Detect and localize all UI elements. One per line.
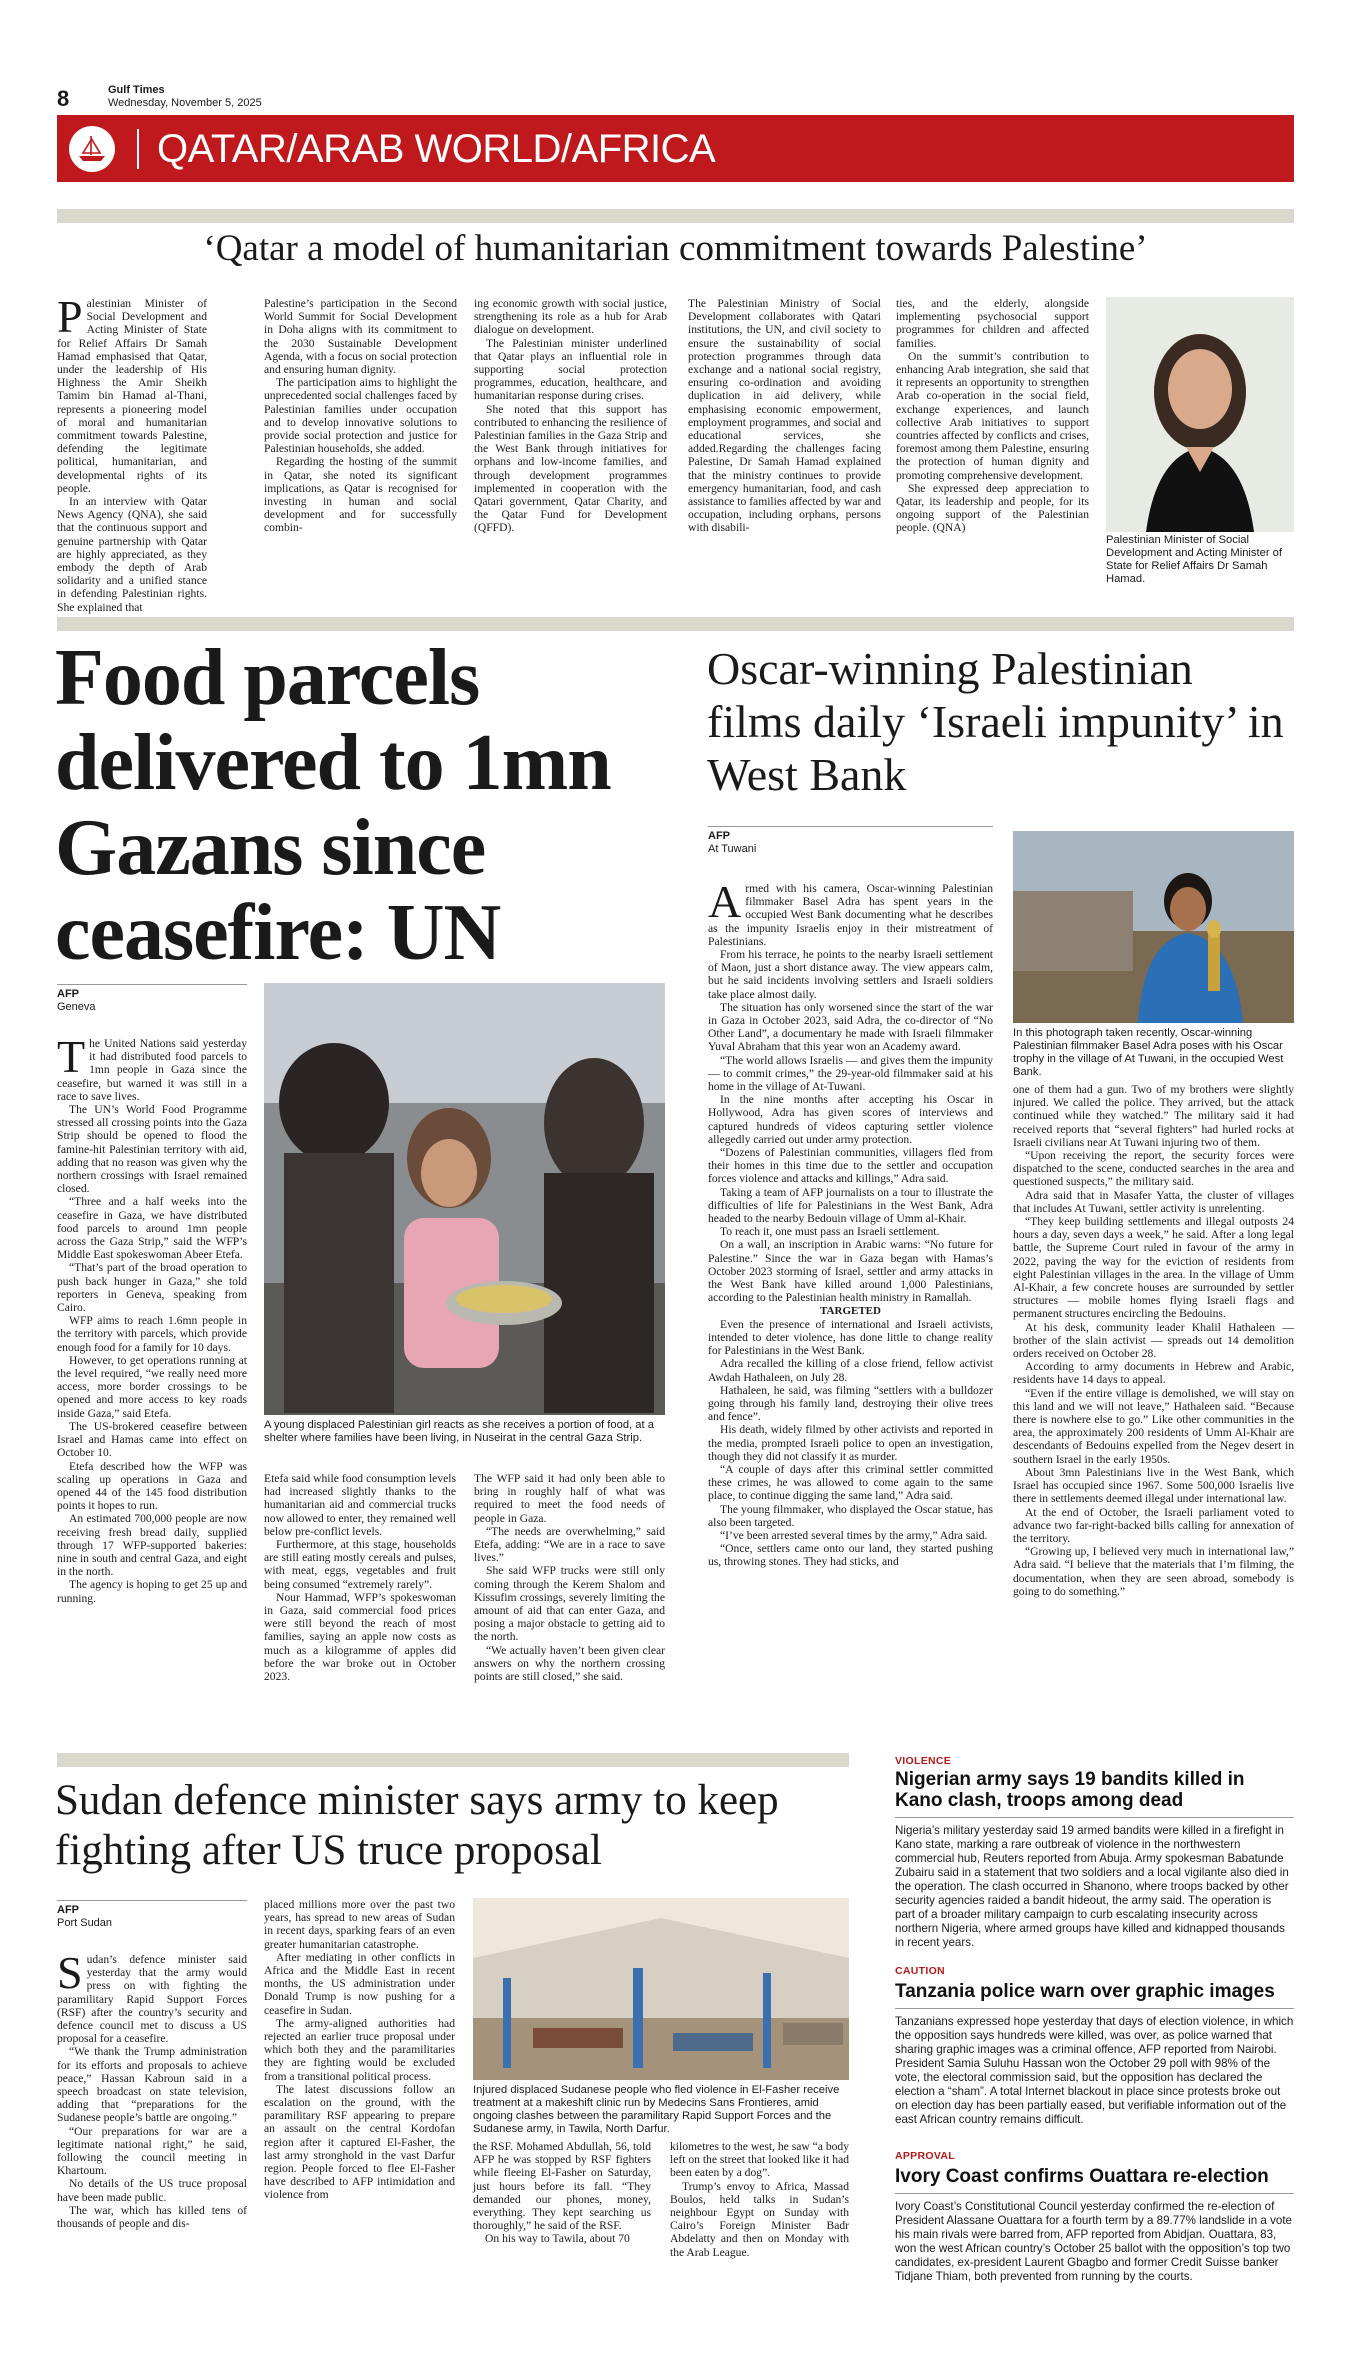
paragraph: After mediating in other conflicts in Africa and the Middle East in recent months, the US administration under Donald Trump is now pushing for a ceasefire in Sudan. [264,1950,455,2017]
section-logo [69,126,115,172]
paragraph: “That’s part of the broad operation to push back hunger in Gaza,” she told reporters in Geneva, speaking from Cairo. [57,1261,247,1315]
paragraph: ties, and the elderly, alongside implementing psychosocial support programmes for children and affected families. [896,297,1089,350]
subhead: TARGETED [820,1304,881,1317]
story4-col3 [473,2140,651,2246]
brief-headline: Nigerian army says 19 bandits killed in Kano clash, troops among dead [895,1769,1245,1811]
paragraph: Trump’s envoy to Africa, Massad Boulos, held talks in Sudan’s neighbour Egypt on Sunday with Cairo’s Foreign Minister Badr Abdelatty and then on Monday with the Arab League. [670,2179,849,2259]
paragraph: The US-brokered ceasefire between Israel and Hamas came into effect on October 10. [57,1419,247,1460]
paragraph: WFP aims to reach 1.6mn people in the territory with parcels, which provide enough food for a family for 10 days. [57,1314,247,1354]
issue-date: Wednesday, November 5, 2025 [108,97,262,109]
paragraph: In the nine months after accepting his Oscar in Hollywood, Adra has given scores of interviews and captured hundreds of videos capturing settler violence allegedly carried out under army protection. [708,1093,993,1146]
byline-rule [708,826,993,827]
story4-col1 [57,1947,247,2231]
oscar-photo-caption: In this photograph taken recently, Oscar-winning Palestinian filmmaker Basel Adra poses with his Oscar trophy in the village of At Tuwani, in the occupied West Bank. [1013,1027,1284,1078]
paragraph: “Once, settlers came onto our land, they started pushing us, throwing stones. They had sticks, and [708,1542,993,1569]
paragraph: According to army documents in Hebrew and Arabic, residents have 14 days to appeal. [1013,1360,1294,1387]
story4-col2 [264,1898,455,2202]
paragraph: From his terrace, he points to the nearby Israeli settlement of Maon, just a short distance away. The view appears calm, but he said incidents involving settlers and Israeli soldiers take place almost daily. [708,948,993,1001]
story2-col1 [57,1031,247,1605]
paragraph: Nour Hammad, WFP’s spokeswoman in Gaza, said commercial food prices were still beyond the reach of most families, saying an apple now costs as much as a kilogramme of apples did before the war broke out in October 2023. [264,1590,456,1684]
paragraph: Furthermore, at this stage, households are still eating mostly cereals and pulses, with meat, eggs, vegetables and fruit being consumed “extremely rarely”. [264,1538,456,1591]
paragraph: the RSF. Mohamed Abdullah, 56, told AFP he was stopped by RSF fighters while fleeing El-Fasher on Saturday, just hours before its fall. “They demanded our phones, money, everything. They kept searching us thoroughly,” he said of the RSF. [473,2140,651,2233]
story1-col5 [896,297,1089,535]
oscar-photo [1013,831,1294,1023]
story2-place: Geneva [57,1001,96,1013]
story4-headline: Sudan defence minister says army to keep fighting after US truce proposal [55,1777,779,1874]
dropcap: T [57,1031,86,1082]
story3-agency: AFP [708,830,730,842]
paragraph: Etefa said while food consumption levels had increased slightly thanks to the humanitarian aid and commercial trucks now allowed to enter, they remained well below pre-conflict levels. [264,1472,456,1538]
paragraph: “Growing up, I believed very much in international law,” Adra said. “I believe that the materials that I’m filming, the documentation, when they are seen abroad, somebody is going to do something.” [1013,1545,1294,1598]
paragraph: She expressed deep appreciation to Qatar, its leadership and people, for its ongoing support of the Palestinian people. (QNA) [896,481,1089,535]
paragraph: Adra said that in Masafer Yatta, the cluster of villages that includes At Tuwani, settler activity is unrelenting. [1013,1188,1294,1215]
story4-col4 [670,2140,849,2259]
story4-place: Port Sudan [57,1917,113,1929]
brief-text: Ivory Coast’s Constitutional Council yesterday confirmed the re-election of President Alassane Ouattara for a fourth term by a 89.77% landslide in a vote his main rivals were barred from, AFP reported from Abidjan. Ouattara, 83, won the west African country’s October 25 ballot with the opposition’s top two candidates, ex-president Laurent Gbagbo and former Credit Suisse banker Tidjane Thiam, both prevented from running by the courts. [895,2200,1292,2283]
page-number: 8 [57,86,70,111]
story3-col2 [1013,1083,1294,1598]
paragraph: His death, widely filmed by other activists and reported in the media, prompted Israeli police to open an investigation, though they did not classify it as murder. [708,1423,993,1463]
brief-text: Nigeria’s military yesterday said 19 armed bandits were killed in a firefight in Kano state, marking a rare outbreak of violence in the northwestern commercial hub, Reuters reported from Abuja. Army spokesman Babatunde Zubairu said in a statement that two soldiers and a local vigilante also died in the operation. The clash occurred in Shanono, where troops backed by other security agencies raided a bandit hideout, the army said. The operation is part of a broader military campaign to curb escalating insecurity across northern Nigeria, where armed groups have killed and kidnapped thousands in recent years. [895,1824,1289,1949]
paragraph: The latest discussions follow an escalation on the ground, with the paramilitary RSF appearing to prepare an assault on the central Kordofan region after it captured El-Fasher, the last army stronghold in the vast Darfur region. People forced to flee El-Fasher have described to AFP intimidation and violence from [264,2082,455,2202]
story2-agency: AFP [57,988,79,1000]
paragraph: Taking a team of AFP journalists on a tour to illustrate the difficulties of life for Palestinians in the West Bank, Adra headed to the nearby Bedouin village of Umm al-Khair. [708,1185,993,1226]
sudan-clinic-photo [473,1898,849,2080]
paragraph: The situation has only worsened since the start of the war in Gaza in October 2023, said Adra, the co-director of “No Other Land”, a documentary he made with Israeli filmmaker Yuval Abraham that this year won an Academy award. [708,1000,993,1054]
byline-rule [57,984,247,985]
paragraph: An estimated 700,000 people are now receiving fresh bread daily, supplied through 17 WFP-supported bakeries: nine in south and central Gaza, and eight in the north. [57,1512,247,1579]
sudan-clinic-photo-caption: Injured displaced Sudanese people who fled violence in El-Fasher receive treatment at a makeshift clinic run by Medecins Sans Frontieres, amid ongoing clashes between the paramilitary Rapid Support Forces and the Sudanese army, in Tawila, North Darfur. [473,2084,840,2135]
brief-rule [895,2193,1294,2194]
brief-rule [895,1817,1294,1818]
brief-headline: Tanzania police warn over graphic images [895,1981,1275,2002]
paragraph: The Palestinian minister underlined that Qatar plays an influential role in supporting social protection programmes, education, healthcare, and humanitarian response during crises. [474,336,667,403]
byline-rule [57,1900,247,1901]
brief-ivory-coast [895,2150,1294,2284]
paragraph: “Upon receiving the report, the security forces were dispatched to the scene, conducted searches in the area and questioned suspects,” the military said. [1013,1149,1294,1189]
gaza-girl-photo [264,983,665,1415]
brief-tanzania [895,1965,1294,2127]
brief-kicker: APPROVAL [895,2150,955,2162]
rule [57,209,1294,223]
paragraph: “Our preparations for war are a legitimate national right,” he said, following the council meeting in Khartoum. [57,2124,247,2178]
paragraph: About 3mn Palestinians live in the West Bank, which Israel has occupied since 1967. Some 500,000 Israelis live there in settlements deemed illegal under international law. [1013,1465,1294,1506]
paragraph: kilometres to the west, he saw “a body left on the street that looked like it had been eaten by a dog”. [670,2140,850,2180]
brief-kicker: VIOLENCE [895,1755,952,1767]
paragraph: “Three and a half weeks into the ceasefire in Gaza, we have distributed food parcels to around 1mn people across the Gaza Strip,” said the WFP’s Middle East spokeswoman Abeer Etefa. [57,1195,247,1262]
paragraph: Adra recalled the killing of a close friend, fellow activist Awdah Hathaleen, on July 28. [708,1357,993,1384]
story1-headline: ‘Qatar a model of humanitarian commitment towards Palestine’ [203,228,1148,269]
paragraph: “The world allows Israelis — and gives them the impunity — to commit crimes,” the 29-year-old filmmaker said at his home in the village of At-Tuwani. [708,1053,993,1094]
story2-col2 [264,1472,456,1683]
brief-text: Tanzanians expressed hope yesterday that days of election violence, in which the opposition says hundreds were killed, was over, as police warned that sharing graphic images was a criminal offence, AFP reported from Nairobi. President Samia Suluhu Hassan won the October 29 poll with 98% of the vote, the electoral commission said, but the opposition has declared the election a “sham”. A total Internet blackout in place since protests broke out on election day has been partially eased, but verifiable information out of the east African country remains difficult. [895,2015,1294,2126]
story3-col1 [708,876,993,1569]
ship-icon [69,126,115,172]
story4-agency: AFP [57,1904,79,1916]
banner-divider [137,129,139,169]
paragraph: “The needs are overwhelming,” said Etefa, adding: “We are in a race to save lives.” [474,1524,665,1565]
paragraph: udan’s defence minister said yesterday that the army would press on with fighting the paramilitary Rapid Support Forces (RSF) after the country’s security and defence council met to discuss a US proposal for a ceasefire. [57,1953,247,2046]
paragraph: one of them had a gun. Two of my brothers were slightly injured. We called the police. They arrived, but the attack continued while they watched.” The military said it had received reports that “several fighters” had hurled rocks at Israeli civilians near At Tuwani injuring two of them. [1013,1083,1294,1149]
gaza-girl-photo-caption: A young displaced Palestinian girl reacts as she receives a portion of food, at a shelter where families have been living, in Nuseirat in the central Gaza Strip. [264,1419,654,1444]
story1-col3 [474,297,667,535]
brief-nigeria [895,1755,1294,1950]
paragraph: alestinian Minister of Social Development and Acting Minister of State for Relief Affairs Dr Samah Hamad emphasised that Qatar, under the leadership of His Highness the Amir Sheikh Tamim bin Hamad al-Thani, represents a pioneering model of moral and humanitarian commitment towards Palestine, defending the legitimate political, humanitarian, and developmental rights of its people. [57,297,207,495]
paragraph: At the end of October, the Israeli parliament voted to advance two far-right-backed bills calling for annexation of the territory. [1013,1505,1294,1545]
brief-rule [895,2008,1294,2009]
story3-place: At Tuwani [708,843,757,855]
dropcap: P [57,291,83,342]
paragraph: “They keep building settlements and illegal outposts 24 hours a day, seven days a week,” he said. After a long legal battle, the Supreme Court ruled in favour of the army in 2022, paving the way for the eviction of residents from eight Palestinian villages in the area. In the village of Umm Al-Khair, a few concrete houses are surrounded by settler structures — mobile homes flying Israeli flags and permanent structures encircling the Bedouins. [1013,1215,1294,1321]
paragraph: placed millions more over the past two years, has spread to new areas of Sudan in recent days, sparking fears of an even greater humanitarian catastrophe. [264,1898,455,1951]
paper-name: Gulf Times [108,84,165,96]
paragraph: “I’ve been arrested several times by the army,” Adra said. [720,1528,988,1542]
section-title: QATAR/ARAB WORLD/AFRICA [157,127,716,171]
paragraph: The UN’s World Food Programme stressed all crossing points into the Gaza Strip should be opened to flood the famine-hit Palestinian territory with aid, adding that no reason was given why the northern crossings with Israel remained closed. [57,1103,247,1196]
story1-col1 [57,291,207,614]
paragraph: In an interview with Qatar News Agency (QNA), she said that the continuous support and genuine partnership with Qatar are highly appreciated, as they embody the depth of Arab solidarity and a unified stance in defending Palestinian rights. She explained that [57,495,207,614]
paragraph: Etefa described how the WFP was scaling up operations in Gaza and opened 44 of the 145 food distribution points it hopes to run. [57,1459,247,1513]
paragraph: ing economic growth with social justice, strengthening its role as a hub for Arab dialogue on development. [474,297,667,337]
paragraph: “We thank the Trump administration for its efforts and proposals to achieve peace,” Hassan Kabroun said in a speech broadcast on state television, adding that “preparations for the Sudanese people’s battle are ongoing.” [57,2045,247,2125]
paragraph: Palestine’s participation in the Second World Summit for Social Development in Doha aligns with its commitment to the 2030 Sustainable Development Agenda, with a focus on social protection and ensuring human dignity. [264,297,457,377]
dropcap: S [57,1947,83,1998]
paragraph: he United Nations said yesterday it had distributed food parcels to 1mn people in Gaza since the ceasefire, but warned it was still in a race to save lives. [57,1037,247,1103]
paragraph: At his desk, community leader Khalil Hathaleen — brother of the slain activist — spreads out 14 demolition orders received on October 28. [1013,1320,1294,1361]
paragraph: rmed with his camera, Oscar-winning Palestinian filmmaker Basel Adra has spent years in the occupied West Bank documenting what he describes as the impunity Israelis enjoy in their mistreatment of Palestinians. [708,882,993,948]
paragraph: Even the presence of international and Israeli activists, intended to deter violence, has done little to change reality for Palestinians in the West Bank. [708,1317,993,1358]
section-banner [57,115,1294,182]
paragraph: “Even if the entire village is demolished, we will stay on this land and we will not leave,” Hathaleen said. “Because there is nowhere else to go.” Like other communities in the area, the approximately 200 residents of Umm Al-Khair are descendants of Bedouins expelled from the Negev desert in southern Israel in the early 1950s. [1013,1386,1294,1466]
minister-photo-caption: Palestinian Minister of Social Development and Acting Minister of State for Relief Affairs Dr Samah Hamad. [1106,534,1282,585]
story1-col2 [264,297,457,535]
story3-headline: Oscar-winning Palestinian films daily ‘Israeli impunity’ in West Bank [707,643,1284,800]
rule [57,617,1294,631]
story2-col3 [474,1472,665,1683]
paragraph: The young filmmaker, who displayed the Oscar statue, has also been targeted. [708,1502,993,1529]
rule [57,1753,849,1767]
paragraph: To reach it, one must pass an Israeli settlement. [720,1225,940,1239]
brief-headline: Ivory Coast confirms Ouattara re-election [895,2166,1269,2187]
paragraph: The WFP said it had only been able to bring in roughly half of what was required to meet the food needs of people in Gaza. [474,1472,665,1525]
paragraph: Regarding the hosting of the summit in Qatar, she noted its significant implications, as Qatar is recognised for investing in human and social development and for successfully combin- [264,455,457,535]
story1-col4 [688,297,881,535]
paragraph: On his way to Tawila, about 70 [485,2232,630,2246]
paragraph: However, to get operations running at the level required, “we really need more access, more border crossings to be opened and more access to key roads inside Gaza,” said Etefa. [57,1353,247,1420]
paragraph: On the summit’s contribution to enhancing Arab integration, she said that it represents an opportunity to strengthen Arab co-operation in the social field, exchange experiences, and launch collective Arab initiatives to support countries affected by conflicts and crises, foremost among them Palestine, ensuring the protection of human dignity and promoting comprehensive development. [896,349,1089,482]
paragraph: The agency is hoping to get 25 up and running. [57,1578,247,1605]
story2-headline: Food parcels delivered to 1mn Gazans since ceasefire: UN [55,634,611,977]
paragraph: The war, which has killed tens of thousands of people and dis- [57,2203,247,2231]
brief-kicker: CAUTION [895,1965,945,1977]
paragraph: “A couple of days after this criminal settler committed these crimes, he was allowed to come again to the same place, to continue digging the same land,” Adra said. [708,1462,993,1503]
paragraph: No details of the US truce proposal have been made public. [57,2177,247,2204]
paragraph: The Palestinian Ministry of Social Development collaborates with Qatari institutions, the UN, and civil society to ensure the sustainability of social protection programmes through data exchange and a national social registry, ensuring co-ordination and avoiding duplication in aid delivery, while emphasising economic empowerment, employment programmes, and social and educational services, she added.Regarding the challenges facing Palestine, Dr Samah Hamad explained that the ministry continues to provide emergency humanitarian, food, and cash assistance to families affected by war and occupation, including orphans, persons with disabili- [688,297,881,535]
paragraph: She noted that this support has contributed to enhancing the resilience of Palestinian families in the Gaza Strip and the West Bank through initiatives for orphans and low-income families, and through development programmes implemented in cooperation with the Qatari government, Qatar Charity, and the Qatar Fund for Development (QFFD). [474,402,667,535]
paragraph: “Dozens of Palestinian communities, villagers fled from their homes in this time due to the settler and occupation forces violence and attacks and killings,” Adra said. [708,1146,993,1186]
paragraph: Hathaleen, he said, was filming “settlers with a bulldozer going through his family land, destroying their olive trees and fence”. [708,1383,993,1424]
paragraph: On a wall, an inscription in Arabic warns: “No future for Palestine.” Since the war in Gaza began with Hamas’s October 2023 storming of Israel, settler and army attacks in the West Bank have killed around 1,000 Palestinians, according to the Palestinian health ministry in Ramallah. [708,1238,993,1305]
minister-photo [1106,297,1294,532]
paragraph: She said WFP trucks were still only coming through the Kerem Shalom and Kissufim crossings, severely limiting the amount of aid that can enter Gaza, and posing a major obstacle to getting aid to the north. [474,1564,665,1644]
dropcap: A [708,876,742,927]
paragraph: The army-aligned authorities had rejected an earlier truce proposal under which both they and the paramilitaries they are fighting would be excluded from a transitional political process. [264,2016,455,2083]
paragraph: “We actually haven’t been given clear answers on why the northern crossing points are still closed,” she said. [474,1643,665,1684]
paragraph: The participation aims to highlight the unprecedented social challenges faced by Palestinian families under occupation and to develop innovative solutions to provide social protection and justice for Palestinian households, she added. [264,376,457,456]
